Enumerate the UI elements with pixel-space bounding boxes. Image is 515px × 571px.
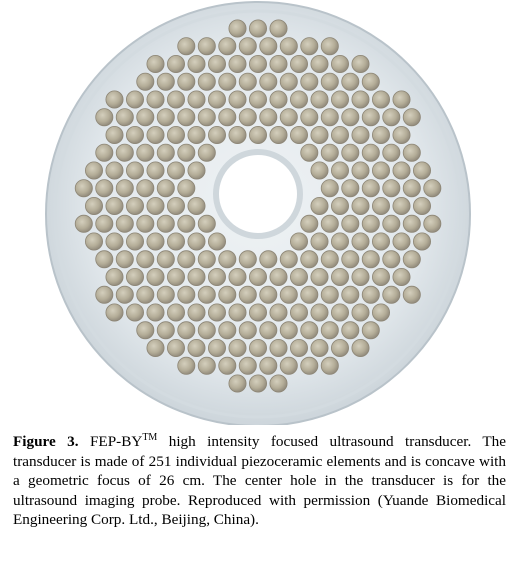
piezo-element xyxy=(137,215,154,232)
piezo-element xyxy=(362,109,379,126)
piezo-element xyxy=(372,126,389,143)
piezo-element xyxy=(290,268,307,285)
piezo-element xyxy=(424,215,441,232)
piezo-element xyxy=(208,126,225,143)
piezo-element xyxy=(270,20,287,37)
piezo-element xyxy=(352,268,369,285)
piezo-element xyxy=(280,38,297,55)
piezo-element xyxy=(321,73,338,90)
piezo-element xyxy=(280,357,297,374)
piezo-element xyxy=(280,73,297,90)
piezo-element xyxy=(383,251,400,268)
piezo-element xyxy=(290,304,307,321)
piezo-element xyxy=(321,38,338,55)
piezo-element xyxy=(352,304,369,321)
piezo-element xyxy=(198,109,215,126)
piezo-element xyxy=(147,126,164,143)
piezo-element xyxy=(208,91,225,108)
piezo-element xyxy=(260,38,277,55)
piezo-element xyxy=(270,91,287,108)
piezo-element xyxy=(270,304,287,321)
piezo-element xyxy=(393,126,410,143)
piezo-element xyxy=(372,233,389,250)
piezo-element xyxy=(331,197,348,214)
piezo-element xyxy=(239,73,256,90)
piezo-element xyxy=(249,126,266,143)
piezo-element xyxy=(352,162,369,179)
piezo-element xyxy=(198,144,215,161)
piezo-element xyxy=(372,304,389,321)
piezo-element xyxy=(147,91,164,108)
piezo-element xyxy=(311,197,328,214)
piezo-element xyxy=(413,197,430,214)
piezo-element xyxy=(116,286,133,303)
piezo-element xyxy=(188,197,205,214)
piezo-element xyxy=(198,73,215,90)
piezo-element xyxy=(167,233,184,250)
piezo-element xyxy=(198,322,215,339)
piezo-element xyxy=(290,233,307,250)
piezo-element xyxy=(362,215,379,232)
piezo-element xyxy=(229,126,246,143)
piezo-element xyxy=(249,55,266,72)
piezo-element xyxy=(219,38,236,55)
trademark-symbol: TM xyxy=(142,432,158,443)
piezo-element xyxy=(116,109,133,126)
piezo-element xyxy=(311,339,328,356)
piezo-element xyxy=(362,180,379,197)
piezo-element xyxy=(96,251,113,268)
piezo-element xyxy=(137,109,154,126)
piezo-element xyxy=(372,91,389,108)
piezo-element xyxy=(147,197,164,214)
piezo-element xyxy=(301,73,318,90)
piezo-element xyxy=(383,215,400,232)
piezo-element xyxy=(85,233,102,250)
piezo-element xyxy=(249,91,266,108)
piezo-element xyxy=(342,251,359,268)
piezo-element xyxy=(85,197,102,214)
piezo-element xyxy=(178,215,195,232)
piezo-element xyxy=(321,180,338,197)
piezo-element xyxy=(229,20,246,37)
piezo-element xyxy=(198,357,215,374)
caption-text: high intensity focused ultrasound transducer. The transducer is made of 251 individual piezoceramic elements and is concave with a geometric focus of 26 cm. The center hole in the transducer is for the ultrasound imaging probe. Reproduced with permission (Yuande Biomedical Engineering Corp. Ltd., Beijing, China). xyxy=(13,433,507,529)
piezo-element xyxy=(280,286,297,303)
piezo-element xyxy=(311,126,328,143)
caption-prefix: FEP-BY xyxy=(89,433,143,450)
piezo-element xyxy=(342,109,359,126)
piezo-element xyxy=(219,322,236,339)
piezo-element xyxy=(301,215,318,232)
piezo-element xyxy=(219,73,236,90)
piezo-element xyxy=(362,286,379,303)
piezo-element xyxy=(280,322,297,339)
piezo-element xyxy=(229,55,246,72)
piezo-element xyxy=(362,322,379,339)
piezo-element xyxy=(106,197,123,214)
piezo-element xyxy=(147,339,164,356)
piezo-element xyxy=(249,339,266,356)
piezo-element xyxy=(362,144,379,161)
piezo-element xyxy=(311,233,328,250)
piezo-element xyxy=(126,304,143,321)
piezo-element xyxy=(147,268,164,285)
piezo-element xyxy=(147,304,164,321)
piezo-element xyxy=(219,357,236,374)
figure-caption xyxy=(13,432,506,530)
piezo-element xyxy=(188,91,205,108)
piezo-element xyxy=(219,109,236,126)
piezo-element xyxy=(342,73,359,90)
piezo-element xyxy=(331,55,348,72)
piezo-element xyxy=(198,251,215,268)
piezo-element xyxy=(157,73,174,90)
piezo-element xyxy=(157,109,174,126)
piezo-element xyxy=(229,375,246,392)
piezo-element xyxy=(270,339,287,356)
piezo-element xyxy=(352,91,369,108)
piezo-element xyxy=(301,357,318,374)
piezo-element xyxy=(352,55,369,72)
piezo-element xyxy=(321,144,338,161)
piezo-element xyxy=(167,304,184,321)
piezo-element xyxy=(167,91,184,108)
piezo-element xyxy=(383,109,400,126)
piezo-element xyxy=(96,109,113,126)
piezo-element xyxy=(342,322,359,339)
piezo-element xyxy=(167,55,184,72)
piezo-element xyxy=(137,180,154,197)
piezo-element xyxy=(198,215,215,232)
piezo-element xyxy=(270,375,287,392)
piezo-element xyxy=(239,109,256,126)
piezo-element xyxy=(249,304,266,321)
piezo-element xyxy=(260,357,277,374)
piezo-element xyxy=(270,55,287,72)
piezo-element xyxy=(301,322,318,339)
piezo-element xyxy=(137,73,154,90)
piezo-element xyxy=(96,144,113,161)
piezo-element xyxy=(249,375,266,392)
piezo-element xyxy=(137,144,154,161)
piezo-element xyxy=(188,339,205,356)
piezo-element xyxy=(383,180,400,197)
piezo-element xyxy=(290,339,307,356)
piezo-element xyxy=(372,162,389,179)
piezo-element xyxy=(311,304,328,321)
piezo-element xyxy=(106,91,123,108)
piezo-element xyxy=(208,233,225,250)
piezo-element xyxy=(178,38,195,55)
piezo-element xyxy=(178,180,195,197)
piezo-element xyxy=(342,286,359,303)
piezo-element xyxy=(393,91,410,108)
piezo-element xyxy=(147,55,164,72)
piezo-element xyxy=(75,215,92,232)
piezo-element xyxy=(403,109,420,126)
piezo-element xyxy=(372,268,389,285)
piezo-element xyxy=(413,162,430,179)
piezo-element xyxy=(106,162,123,179)
piezo-element xyxy=(260,322,277,339)
piezo-element xyxy=(126,268,143,285)
piezo-element xyxy=(157,144,174,161)
piezo-element xyxy=(301,38,318,55)
piezo-element xyxy=(424,180,441,197)
piezo-element xyxy=(167,126,184,143)
piezo-element xyxy=(208,268,225,285)
piezo-element xyxy=(352,339,369,356)
piezo-element xyxy=(188,126,205,143)
piezo-element xyxy=(311,268,328,285)
piezo-element xyxy=(270,268,287,285)
piezo-element xyxy=(352,233,369,250)
piezo-element xyxy=(178,109,195,126)
piezo-element xyxy=(393,162,410,179)
piezo-element xyxy=(178,357,195,374)
piezo-element xyxy=(290,55,307,72)
piezo-element xyxy=(178,144,195,161)
piezo-element xyxy=(126,162,143,179)
piezo-element xyxy=(403,251,420,268)
piezo-element xyxy=(280,251,297,268)
piezo-element xyxy=(260,286,277,303)
piezo-element xyxy=(126,126,143,143)
center-hole xyxy=(216,152,300,236)
piezo-element xyxy=(157,286,174,303)
piezo-element xyxy=(270,126,287,143)
piezo-element xyxy=(147,233,164,250)
piezo-element xyxy=(403,144,420,161)
piezo-element xyxy=(403,215,420,232)
piezo-element xyxy=(106,304,123,321)
piezo-element xyxy=(229,339,246,356)
piezo-element xyxy=(260,73,277,90)
piezo-element xyxy=(321,357,338,374)
piezo-element xyxy=(362,73,379,90)
piezo-element xyxy=(147,162,164,179)
piezo-element xyxy=(331,126,348,143)
piezo-element xyxy=(311,55,328,72)
piezo-element xyxy=(157,180,174,197)
piezo-element xyxy=(311,91,328,108)
piezo-element xyxy=(383,144,400,161)
piezo-element xyxy=(352,126,369,143)
piezo-element xyxy=(126,91,143,108)
piezo-element xyxy=(188,55,205,72)
piezo-element xyxy=(106,268,123,285)
piezo-element xyxy=(331,339,348,356)
piezo-element xyxy=(85,162,102,179)
piezo-element xyxy=(106,126,123,143)
piezo-element xyxy=(321,251,338,268)
piezo-element xyxy=(393,197,410,214)
piezo-element xyxy=(249,268,266,285)
piezo-element xyxy=(116,215,133,232)
piezo-element xyxy=(198,38,215,55)
piezo-element xyxy=(403,286,420,303)
piezo-element xyxy=(229,91,246,108)
piezo-element xyxy=(229,304,246,321)
piezo-element xyxy=(301,251,318,268)
piezo-element xyxy=(342,180,359,197)
piezo-element xyxy=(157,322,174,339)
piezo-element xyxy=(311,162,328,179)
piezo-element xyxy=(260,251,277,268)
piezo-element xyxy=(301,109,318,126)
piezo-element xyxy=(413,233,430,250)
piezo-element xyxy=(331,233,348,250)
piezo-element xyxy=(178,286,195,303)
piezo-element xyxy=(208,339,225,356)
piezo-element xyxy=(188,162,205,179)
piezo-element xyxy=(321,286,338,303)
piezo-element xyxy=(321,109,338,126)
piezo-element xyxy=(188,304,205,321)
piezo-element xyxy=(239,251,256,268)
piezo-element xyxy=(239,38,256,55)
piezo-element xyxy=(106,233,123,250)
piezo-element xyxy=(342,144,359,161)
piezo-element xyxy=(188,233,205,250)
piezo-element xyxy=(219,251,236,268)
piezo-element xyxy=(157,215,174,232)
piezo-element xyxy=(403,180,420,197)
piezo-element xyxy=(372,197,389,214)
piezo-element xyxy=(96,180,113,197)
piezo-element xyxy=(301,286,318,303)
piezo-element xyxy=(260,109,277,126)
piezo-element xyxy=(342,215,359,232)
piezo-element xyxy=(321,322,338,339)
piezo-element xyxy=(280,109,297,126)
piezo-element xyxy=(331,162,348,179)
piezo-element xyxy=(249,20,266,37)
piezo-element xyxy=(188,268,205,285)
piezo-element xyxy=(116,180,133,197)
piezo-element xyxy=(178,73,195,90)
piezo-element xyxy=(393,268,410,285)
piezo-element xyxy=(178,251,195,268)
piezo-element xyxy=(290,91,307,108)
piezo-element xyxy=(116,251,133,268)
piezo-element xyxy=(208,55,225,72)
piezo-element xyxy=(331,304,348,321)
piezo-element xyxy=(167,197,184,214)
piezo-element xyxy=(331,91,348,108)
piezo-element xyxy=(126,197,143,214)
piezo-element xyxy=(239,322,256,339)
piezo-element xyxy=(178,322,195,339)
piezo-element xyxy=(198,286,215,303)
piezo-element xyxy=(331,268,348,285)
piezo-element xyxy=(290,126,307,143)
piezo-element xyxy=(167,268,184,285)
piezo-element xyxy=(362,251,379,268)
piezo-element xyxy=(75,180,92,197)
piezo-element xyxy=(393,233,410,250)
piezo-element xyxy=(167,339,184,356)
piezo-element xyxy=(167,162,184,179)
piezo-element xyxy=(137,322,154,339)
piezo-element xyxy=(157,251,174,268)
piezo-element xyxy=(352,197,369,214)
piezo-element xyxy=(116,144,133,161)
piezo-element xyxy=(321,215,338,232)
piezo-element xyxy=(239,357,256,374)
piezo-element xyxy=(96,286,113,303)
piezo-element xyxy=(137,286,154,303)
figure-label: Figure 3. xyxy=(13,433,79,450)
piezo-element xyxy=(126,233,143,250)
piezo-element xyxy=(239,286,256,303)
piezo-element xyxy=(208,304,225,321)
piezo-element xyxy=(301,144,318,161)
piezo-element xyxy=(229,268,246,285)
piezo-element xyxy=(137,251,154,268)
piezo-element xyxy=(219,286,236,303)
piezo-element xyxy=(383,286,400,303)
piezo-element xyxy=(96,215,113,232)
